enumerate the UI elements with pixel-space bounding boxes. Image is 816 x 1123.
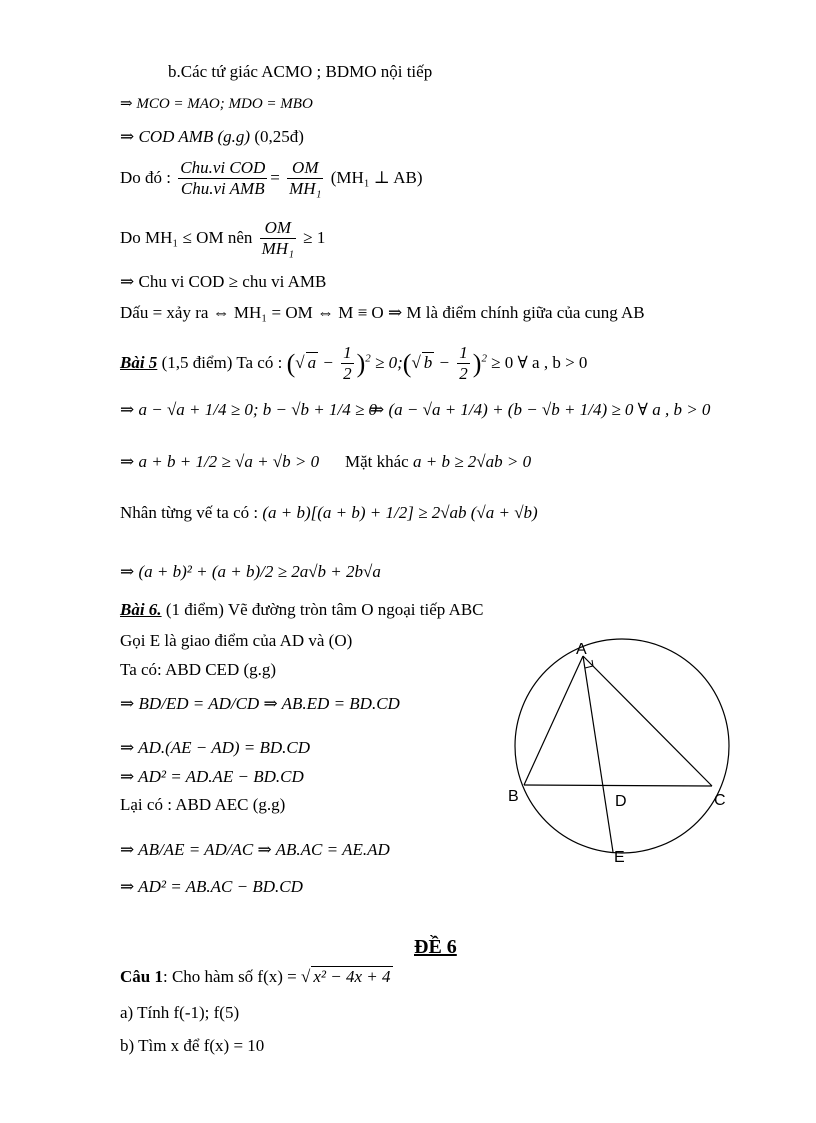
- om-ratio-2: [260, 218, 296, 260]
- cau1-expr: x² − 4x + 4: [313, 967, 391, 986]
- cau1-a: a) Tính f(-1); f(5): [120, 1003, 240, 1022]
- bai4b-similar: ⇒ COD AMB: [120, 127, 214, 146]
- bai6-l5: ⇒ AD² = AB.AC − BD.CD: [120, 877, 303, 896]
- segment-ac: [583, 656, 712, 786]
- bai4b-similar-note: (g.g): [217, 127, 251, 146]
- bai4b-equality: Dấu = xảy ra ⇔ MH₁ = OM ⇔ M ≡ O ⇒ M là điểm chính giữa của cung AB: [120, 303, 645, 322]
- mat-khac-label: Mặt khác: [345, 452, 409, 471]
- bai4b-angles: ⇒ MCO = MAO; MDO = MBO: [120, 96, 313, 112]
- cau1-text: : Cho hàm số f(x) =: [162, 967, 297, 986]
- label-e: E: [614, 849, 625, 866]
- ineq-suffix: ≥ 1: [303, 227, 326, 247]
- de6-title: ĐỀ 6: [414, 936, 457, 958]
- cau1-line: Câu 1: Cho hàm số f(x) = √ x² − 4x + 4: [120, 967, 391, 986]
- bai4b-ineq-line: [120, 218, 325, 260]
- bai6-l1: ⇒ BD/ED = AD/CD ⇒ AB.ED = BD.CD: [120, 694, 400, 713]
- ratio-num: Chu.vi COD: [178, 158, 267, 179]
- bai6-gidE: Gọi E là giao điểm của AD và (O): [120, 631, 353, 650]
- circumcircle: [515, 639, 729, 853]
- om-num: OM: [287, 158, 323, 179]
- om-den-2: MH₁: [261, 239, 294, 259]
- bai5-line1: Bài 5 (1,5 điểm) Ta có : (√ a − $\frac{1}{2}$ )$^2$ ≥ 0;(√ b − $\frac{1}{2}$ )$^2$ ≥ 0 ∀ a , b > 0: [120, 343, 588, 384]
- label-d: D: [615, 793, 627, 810]
- segment-ae: [583, 656, 613, 852]
- bai6-laico: Lại có : ABD AEC (g.g): [120, 795, 286, 814]
- bai6-l3: ⇒ AD² = AD.AE − BD.CD: [120, 767, 304, 786]
- bai5-line3b: a + b ≥ 2√ab > 0: [412, 452, 532, 471]
- bai5-line1-tail: ≥ 0 ∀ a , b > 0: [491, 352, 588, 372]
- bai4b-perimeter: ⇒ Chu vi COD ≥ chu vi AMB: [120, 272, 327, 291]
- bai6-taco: Ta có: ABD CED (g.g): [120, 660, 277, 679]
- bai6-l2: ⇒ AD.(AE − AD) = BD.CD: [120, 738, 311, 757]
- cau1-b: b) Tìm x để f(x) = 10: [120, 1036, 265, 1055]
- nhan-label: Nhân từng vế ta có :: [120, 503, 259, 522]
- label-c: C: [714, 792, 726, 809]
- bai5-line4-wrap: [120, 503, 538, 523]
- om-num-2: OM: [260, 218, 296, 239]
- segment-ab: [524, 656, 583, 785]
- bai4b-similar-line: [120, 127, 304, 147]
- dodo-label: Do đó :: [120, 167, 171, 187]
- circle-figure: [500, 630, 760, 870]
- bai5-line3: ⇒ a + b + 1/2 ≥ √a + √b > 0: [120, 452, 320, 471]
- perimeter-ratio: [178, 158, 267, 200]
- ratio-den: Chu.vi AMB: [180, 179, 265, 199]
- bai6-title: Bài 6.: [120, 600, 162, 619]
- ineq-prefix: Do MH₁ ≤ OM nên: [120, 227, 253, 247]
- bai5-line4: (a + b)[(a + b) + 1/2] ≥ 2√ab (√a + √b): [262, 503, 538, 522]
- bai4b-score: (0,25đ): [254, 127, 304, 146]
- bai6-intro-line: [120, 600, 484, 620]
- bai5-line3b-wrap: [345, 452, 531, 472]
- perp-note: (MH₁ ⊥ AB): [330, 167, 423, 187]
- cau1-label: Câu 1: [120, 967, 163, 986]
- bai4b-ratio-line: Do đó : $\frac{\text{Chu.vi COD}}{\text{Chu.vi AMB}}$ = $\frac{OM}{\text{MH₁}}$ (MH₁ ⊥ AB): [120, 158, 423, 199]
- bai5-title: Bài 5: [120, 352, 158, 372]
- bai5-points: (1,5 điểm) Ta có :: [161, 352, 283, 372]
- label-a: A: [576, 641, 587, 658]
- segment-bc: [524, 785, 712, 786]
- bai5-line5: ⇒ (a + b)² + (a + b)/2 ≥ 2a√b + 2b√a: [120, 562, 381, 581]
- om-ratio: [287, 158, 323, 200]
- bai4b-heading: b.Các tứ giác ACMO ; BDMO nội tiếp: [168, 62, 433, 81]
- bai6-l4: ⇒ AB/AE = AD/AC ⇒ AB.AC = AE.AD: [120, 840, 390, 859]
- bai5-line2b: ⇒ (a − √a + 1/4) + (b − √b + 1/4) ≥ 0 ∀ a , b > 0: [370, 400, 711, 419]
- bai6-intro: (1 điểm) Vẽ đường tròn tâm O ngoại tiếp ABC: [165, 600, 484, 619]
- bai5-line2: ⇒ a − √a + 1/4 ≥ 0; b − √b + 1/4 ≥ 0: [120, 400, 378, 419]
- om-den: MH₁: [289, 179, 322, 199]
- label-b: B: [508, 788, 519, 805]
